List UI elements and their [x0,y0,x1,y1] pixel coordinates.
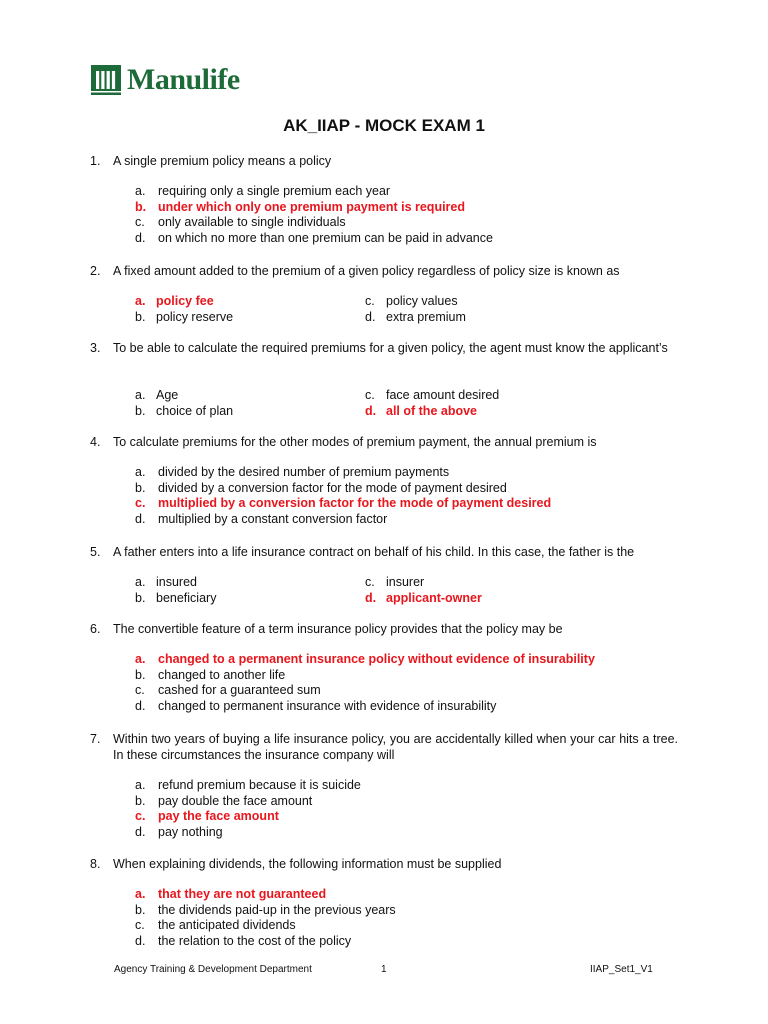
option-b: b. policy reserve [135,309,234,324]
option-a: a. requiring only a single premium each year [135,184,391,198]
question-6 [90,621,678,637]
option-d: d. multiplied by a constant conversion factor [135,511,388,526]
option-a-correct: a. that they are not guaranteed [135,887,327,901]
question-number: 3. [90,341,101,355]
option-c-correct: c. multiplied by a conversion factor for the mode of payment desired [135,496,552,511]
option-c: c. the anticipated dividends [135,918,296,933]
option-a: a. divided by the desired number of premium payments [135,465,450,479]
question-7 [90,731,678,763]
question-number: 5. [90,545,101,559]
option-d-correct: d. all of the above [365,403,477,418]
footer-page-number: 1 [381,964,387,975]
footer-department: Agency Training & Development Department [114,964,312,975]
question-5 [90,544,678,560]
option-a-correct: a. policy fee [135,294,214,308]
option-c: c. insurer [365,575,425,589]
manulife-logo-icon [91,65,121,95]
option-b: b. divided by a conversion factor for the mode of payment desired [135,480,507,495]
option-c: c. only available to single individuals [135,215,346,230]
option-b: b. the dividends paid-up in the previous years [135,902,396,917]
question-4 [90,434,678,450]
question-stem: A fixed amount added to the premium of a given policy regardless of policy size is known as [113,264,620,278]
options-1 [135,184,493,246]
page-title: AK_IIAP - MOCK EXAM 1 [283,116,485,135]
option-c: c. policy values [365,294,458,308]
question-number: 2. [90,264,101,278]
question-stem: To calculate premiums for the other modes of premium payment, the annual premium is [113,435,597,449]
option-d: d. pay nothing [135,824,223,839]
options-3 [135,388,595,419]
option-a-correct: a. changed to a permanent insurance policy without evidence of insurability [135,652,595,666]
option-d: d. the relation to the cost of the policy [135,933,352,948]
option-a: a. insured [135,575,197,589]
question-8 [90,856,678,872]
option-b: b. pay double the face amount [135,793,313,808]
option-c: c. cashed for a guaranteed sum [135,683,321,698]
question-stem: A father enters into a life insurance contract on behalf of his child. In this case, the father is the [113,545,635,559]
option-b: b. choice of plan [135,403,234,418]
option-d: d. extra premium [365,309,466,324]
option-b: b. changed to another life [135,667,286,682]
option-c: c. face amount desired [365,388,500,402]
option-a: a. Age [135,388,179,402]
option-b-correct: b. under which only one premium payment is required [135,199,466,214]
question-stem: Within two years of buying a life insurance policy, you are accidentally killed when your car hits a tree. In these circumstances the insurance company will [113,732,678,762]
question-2 [90,263,678,279]
options-5 [135,575,595,606]
question-number: 8. [90,857,101,871]
question-stem: The convertible feature of a term insurance policy provides that the policy may be [113,622,563,636]
brand-name: Manulife [127,63,240,96]
footer-doc-code: IIAP_Set1_V1 [590,964,653,975]
question-number: 7. [90,732,101,746]
question-stem: To be able to calculate the required premiums for a given policy, the agent must know the applicant’s [113,341,668,355]
option-d: d. changed to permanent insurance with evidence of insurability [135,698,497,713]
question-3 [90,340,678,356]
option-d: d. on which no more than one premium can be paid in advance [135,230,493,245]
option-d-correct: d. applicant-owner [365,590,482,605]
option-a: a. refund premium because it is suicide [135,778,361,792]
option-b: b. beneficiary [135,590,217,605]
question-number: 6. [90,622,101,636]
options-7 [135,778,361,840]
manulife-logo [91,64,240,96]
question-number: 1. [90,154,101,168]
question-stem: When explaining dividends, the following information must be supplied [113,857,502,871]
options-4 [135,465,551,527]
option-c-correct: c. pay the face amount [135,809,279,824]
options-6 [135,652,595,714]
question-number: 4. [90,435,101,449]
options-8 [135,887,396,949]
options-2 [135,294,595,325]
question-stem: A single premium policy means a policy [113,154,332,168]
question-1 [90,153,678,169]
